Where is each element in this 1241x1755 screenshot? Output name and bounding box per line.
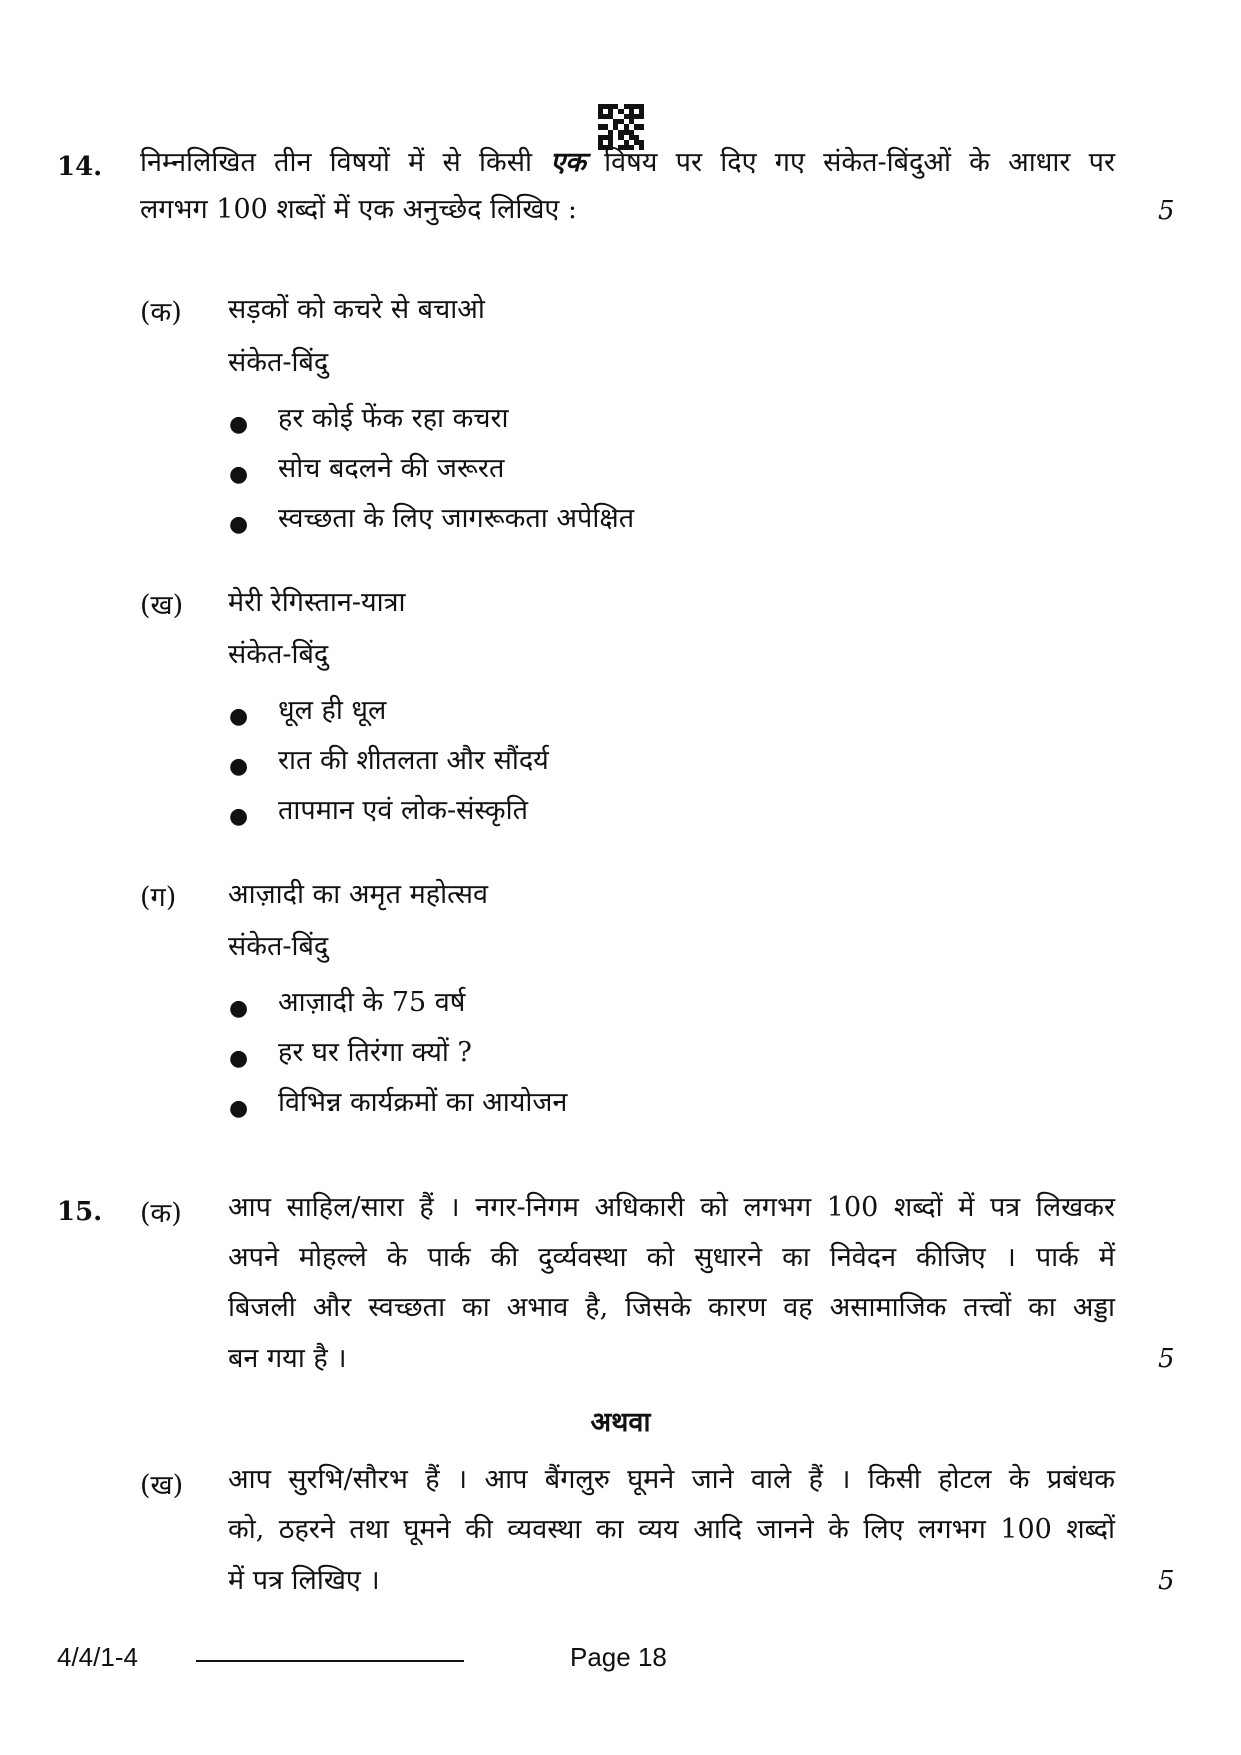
option-kha-hint-heading: संकेत-बिंदु [228, 639, 329, 670]
question-15-b-line-2: को, ठहरने तथा घूमने की व्यवस्था का व्यय आदि जानने के लिए लगभग 100 शब्दों [228, 1514, 1115, 1545]
option-ka-point-2: सोच बदलने की जरूरत [278, 453, 505, 484]
question-14-emphasis: एक [550, 147, 586, 178]
option-ka-point-1: हर कोई फेंक रहा कचरा [278, 403, 509, 434]
question-15-number: 15. [57, 1197, 103, 1227]
paper-code: 4/4/1-4 [57, 1642, 138, 1672]
bullet-icon: ● [229, 462, 249, 487]
question-14-line-1 [140, 140, 1115, 186]
or-divider-text: अथवा [590, 1407, 651, 1438]
bullet-icon: ● [229, 754, 249, 779]
bullet-icon: ● [229, 512, 249, 537]
question-14-marks: 5 [1158, 196, 1175, 226]
option-ka-label: (क) [140, 297, 182, 328]
option-kha-point-3: तापमान एवं लोक-संस्कृति [278, 795, 528, 826]
question-15-b-last-line: में पत्र लिखिए । [228, 1565, 380, 1596]
bullet-icon: ● [229, 804, 249, 829]
question-15-b-line-1: आप सुरभि/सौरभ हैं । आप बैंगलुरु घूमने जाने वाले हैं । किसी होटल के प्रबंधक [228, 1464, 1115, 1495]
option-ka-title: सड़कों को कचरे से बचाओ [228, 294, 485, 325]
option-ka-point-3: स्वच्छता के लिए जागरूकता अपेक्षित [278, 503, 635, 534]
option-ga-label: (ग) [140, 882, 177, 913]
bullet-icon: ● [229, 996, 249, 1021]
question-15-a-last-line: बन गया है । [228, 1343, 347, 1374]
option-ka-hint-heading: संकेत-बिंदु [228, 347, 329, 378]
option-kha-label: (ख) [140, 590, 184, 621]
question-15-a-line-2: अपने मोहल्ले के पार्क की दुर्व्यवस्था को सुधारने का निवेदन कीजिए । पार्क में [228, 1242, 1115, 1273]
question-15-a-marks: 5 [1158, 1344, 1175, 1374]
bullet-icon: ● [229, 1096, 249, 1121]
question-15-a-label: (क) [140, 1198, 182, 1229]
question-15-a-line-1: आप साहिल/सारा हैं । नगर-निगम अधिकारी को लगभग 100 शब्दों में पत्र लिखकर [228, 1192, 1115, 1223]
option-kha-point-2: रात की शीतलता और सौंदर्य [278, 745, 549, 776]
option-kha-point-1: धूल ही धूल [278, 695, 387, 726]
page-number: Page 18 [570, 1642, 667, 1672]
question-14-number: 14. [57, 152, 103, 182]
bullet-icon: ● [229, 412, 249, 437]
question-14-line-1-post: विषय पर दिए गए संकेत-बिंदुओं के आधार पर [604, 147, 1115, 178]
bullet-icon: ● [229, 1046, 249, 1071]
option-ga-point-2: हर घर तिरंगा क्यों ? [278, 1037, 472, 1068]
option-ga-point-3: विभिन्न कार्यक्रमों का आयोजन [278, 1087, 568, 1118]
option-ga-hint-heading: संकेत-बिंदु [228, 931, 329, 962]
option-kha-title: मेरी रेगिस्तान-यात्रा [228, 587, 406, 618]
question-14-line-1-pre: निम्नलिखित तीन विषयों में से किसी [140, 147, 532, 178]
question-15-b-marks: 5 [1158, 1566, 1175, 1596]
footer-rule [196, 1660, 464, 1662]
option-ga-title: आज़ादी का अमृत महोत्सव [228, 879, 489, 910]
question-15-a-line-3: बिजली और स्वच्छता का अभाव है, जिसके कारण वह असामाजिक तत्त्वों का अड्डा [228, 1292, 1115, 1323]
bullet-icon: ● [229, 704, 249, 729]
question-14-line-2: लगभग 100 शब्दों में एक अनुच्छेद लिखिए : [140, 194, 578, 225]
question-15-b-label: (ख) [140, 1470, 184, 1501]
option-ga-point-1: आज़ादी के 75 वर्ष [278, 987, 466, 1018]
